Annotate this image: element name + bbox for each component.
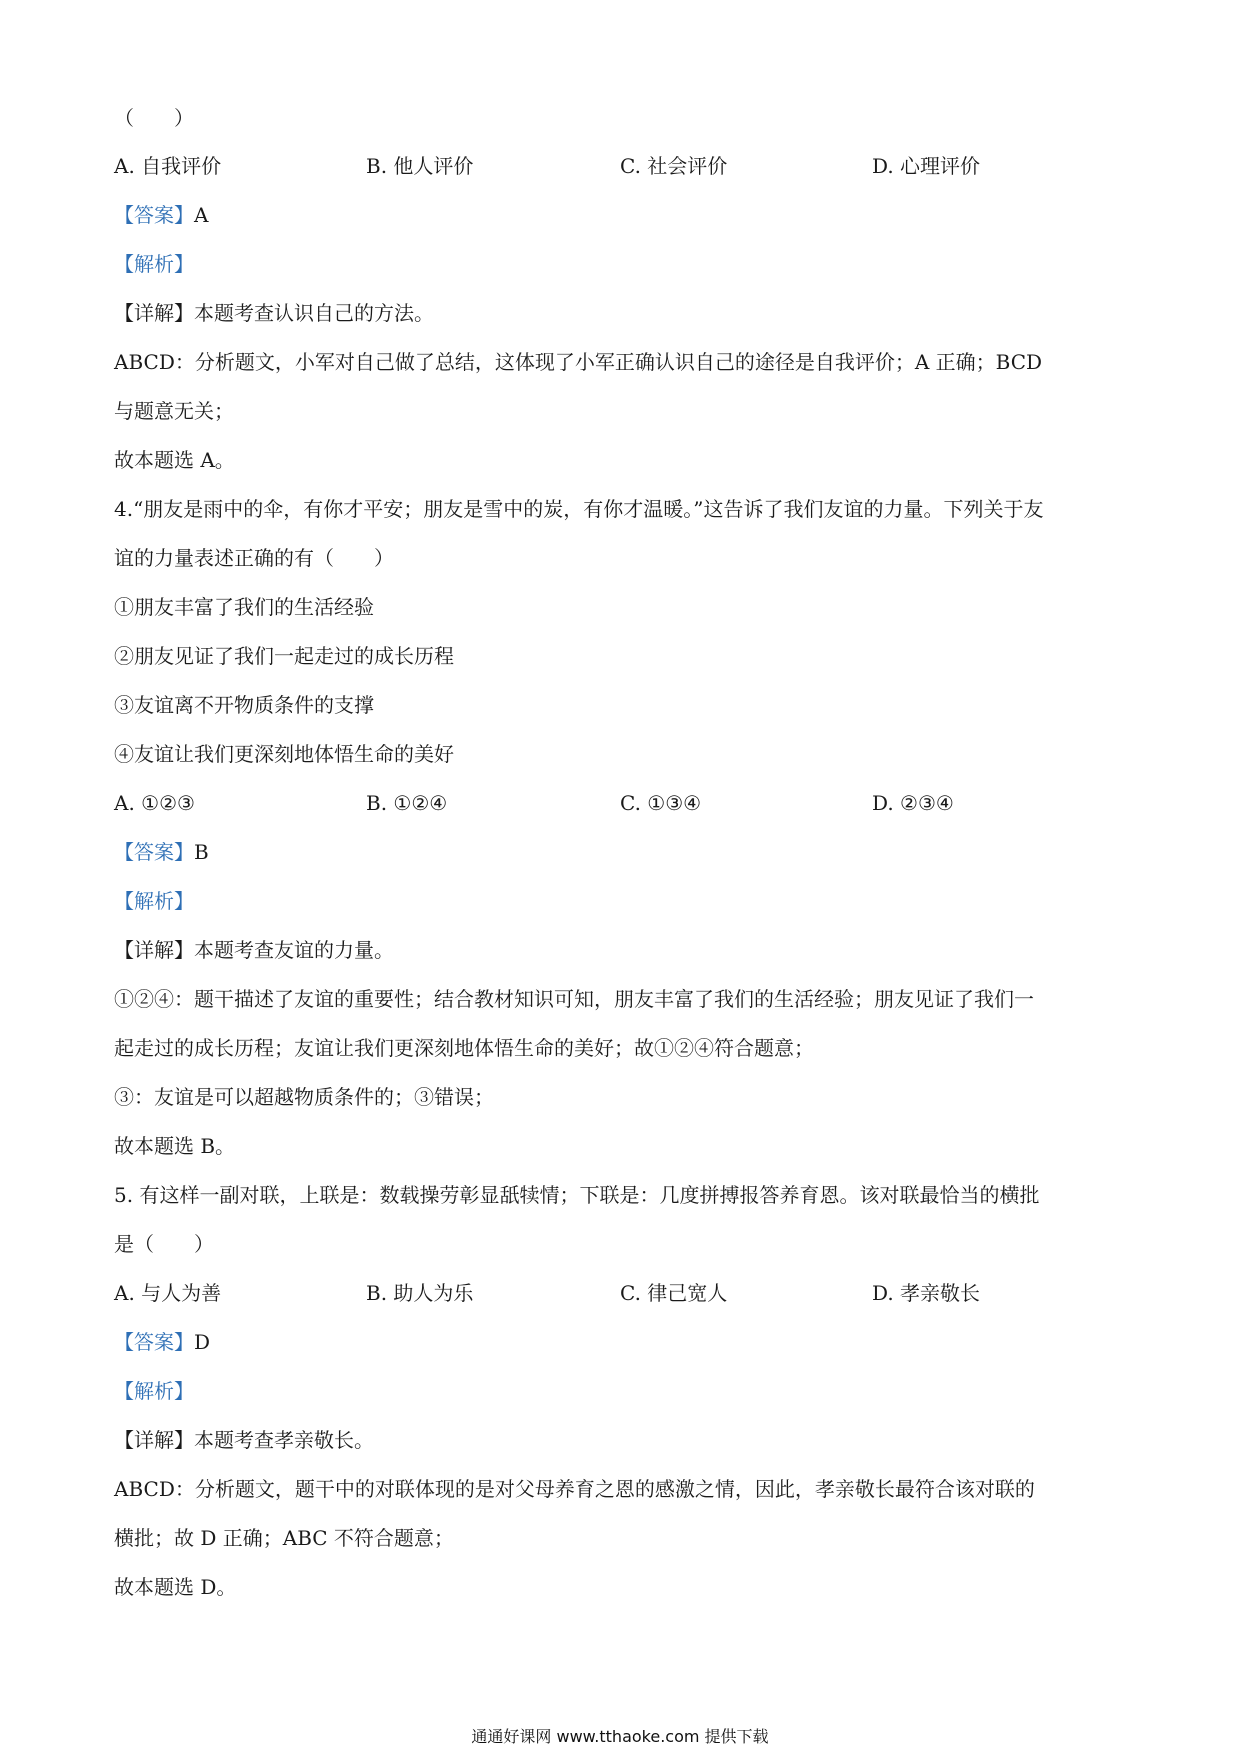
q3-analysis-tag: 【解析】: [114, 252, 194, 276]
q3-bracket: （ ）: [114, 106, 194, 130]
q4-answer: B: [194, 840, 209, 864]
q5-option-a: A. 与人为善: [114, 1281, 222, 1305]
q5-answer: D: [194, 1330, 211, 1354]
answer-tag: 【答案】: [114, 840, 194, 864]
q5-option-b: B. 助人为乐: [366, 1281, 474, 1305]
q5-option-c: C. 律己宽人: [620, 1281, 728, 1305]
q4-option-c: C. ①③④: [620, 791, 702, 815]
answer-tag: 【答案】: [114, 203, 194, 227]
q4-item-4: ④友谊让我们更深刻地体悟生命的美好: [114, 742, 454, 766]
q5-explanation-line-2: 横批；故 D 正确；ABC 不符合题意；: [114, 1526, 454, 1550]
q3-explanation-line-2: 与题意无关；: [114, 399, 234, 423]
q4-stem-line-1: 4.“朋友是雨中的伞，有你才平安；朋友是雪中的炭，有你才温暖。”这告诉了我们友谊的力量。下列关于友: [114, 497, 1044, 521]
q3-explanation-line-1: ABCD：分析题文，小军对自己做了总结，这体现了小军正确认识自己的途径是自我评价；A 正确；BCD: [114, 350, 1043, 374]
q4-explanation-line-1: ①②④：题干描述了友谊的重要性；结合教材知识可知，朋友丰富了我们的生活经验；朋友见证了我们一: [114, 987, 1034, 1011]
q3-option-a: A. 自我评价: [114, 154, 222, 178]
q3-conclusion: 故本题选 A。: [114, 448, 235, 472]
q4-option-b: B. ①②④: [366, 791, 448, 815]
q5-analysis-tag: 【解析】: [114, 1379, 194, 1403]
q4-analysis-tag: 【解析】: [114, 889, 194, 913]
q4-option-a: A. ①②③: [114, 791, 195, 815]
q4-conclusion: 故本题选 B。: [114, 1134, 236, 1158]
q5-option-d: D. 孝亲敬长: [872, 1281, 981, 1305]
q5-stem-line-2: 是（ ）: [114, 1232, 214, 1256]
answer-tag: 【答案】: [114, 1330, 194, 1354]
q4-stem-line-2: 谊的力量表述正确的有（ ）: [114, 546, 394, 570]
page-footer: 通通好课网 www.tthaoke.com 提供下载: [471, 1727, 769, 1746]
q3-answer-line: [114, 201, 1134, 229]
q4-detail: 【详解】本题考查友谊的力量。: [114, 938, 394, 962]
q4-explanation-line-2: 起走过的成长历程；友谊让我们更深刻地体悟生命的美好；故①②④符合题意；: [114, 1036, 814, 1060]
q5-stem-line-1: 5. 有这样一副对联，上联是：数载操劳彰显舐犊情；下联是：几度拼搏报答养育恩。该对联最恰当的横批: [114, 1183, 1040, 1207]
q4-item-3: ③友谊离不开物质条件的支撑: [114, 693, 374, 717]
q3-option-b: B. 他人评价: [366, 154, 474, 178]
q5-detail: 【详解】本题考查孝亲敬长。: [114, 1428, 374, 1452]
q3-answer: A: [194, 203, 209, 227]
q3-option-d: D. 心理评价: [872, 154, 981, 178]
q4-answer-line: [114, 838, 1134, 866]
q4-option-d: D. ②③④: [872, 791, 954, 815]
q5-answer-line: [114, 1328, 1134, 1356]
q4-item-2: ②朋友见证了我们一起走过的成长历程: [114, 644, 454, 668]
q3-option-c: C. 社会评价: [620, 154, 728, 178]
q3-detail: 【详解】本题考查认识自己的方法。: [114, 301, 434, 325]
q5-explanation-line-1: ABCD：分析题文，题干中的对联体现的是对父母养育之恩的感激之情，因此，孝亲敬长最符合该对联的: [114, 1477, 1035, 1501]
q5-conclusion: 故本题选 D。: [114, 1575, 237, 1599]
q4-item-1: ①朋友丰富了我们的生活经验: [114, 595, 374, 619]
q4-explanation-line-3: ③：友谊是可以超越物质条件的；③错误；: [114, 1085, 494, 1109]
